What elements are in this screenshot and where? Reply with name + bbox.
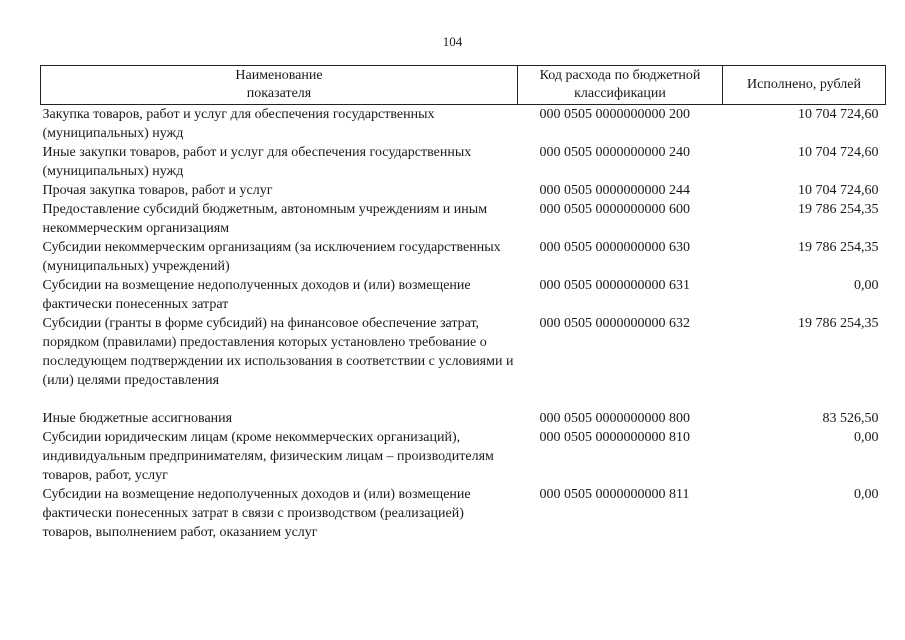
row-name: Субсидии (гранты в форме субсидий) на финансовое обеспечение затрат, порядком (правилами) предоставления которых установлено требование о последующем подтверждении их использования в соответствии с условиями и (или) целями предоставления — [42, 316, 514, 388]
header-name-line2: показателя — [246, 86, 312, 101]
row-name: Иные бюджетные ассигнования — [42, 411, 233, 426]
row-name: Иные закупки товаров, работ и услуг для обеспечения государственных (муниципальных) нужд — [42, 145, 472, 179]
row-amount: 19 786 254,35 — [798, 240, 879, 255]
header-name-line1: Наименование — [235, 68, 323, 83]
header-executed-label: Исполнено, рублей — [747, 77, 861, 92]
table-row — [41, 276, 886, 314]
row-code: 000 0505 0000000000 240 — [539, 145, 690, 160]
table-row — [41, 409, 886, 428]
table-row — [41, 428, 886, 485]
table-row — [41, 143, 886, 181]
row-amount: 19 786 254,35 — [798, 316, 879, 331]
row-amount: 0,00 — [854, 487, 879, 502]
row-amount: 83 526,50 — [822, 411, 879, 426]
row-amount: 10 704 724,60 — [798, 107, 879, 122]
table-row — [41, 105, 886, 144]
table-row — [41, 181, 886, 200]
row-code: 000 0505 0000000000 800 — [539, 411, 690, 426]
table-header-row — [41, 66, 886, 105]
row-amount: 0,00 — [854, 430, 879, 445]
header-name — [41, 66, 518, 105]
row-amount: 10 704 724,60 — [798, 145, 879, 160]
row-name: Закупка товаров, работ и услуг для обеспечения государственных (муниципальных) нужд — [42, 107, 435, 141]
row-amount: 10 704 724,60 — [798, 183, 879, 198]
table-row — [41, 238, 886, 276]
header-executed — [723, 66, 886, 105]
row-name: Субсидии некоммерческим организациям (за исключением государственных (муниципальных) учреждений) — [42, 240, 501, 274]
table-row — [41, 314, 886, 390]
row-code: 000 0505 0000000000 810 — [539, 430, 690, 445]
header-code-line2: классификации — [574, 86, 666, 101]
row-code: 000 0505 0000000000 600 — [539, 202, 690, 217]
row-code: 000 0505 0000000000 632 — [539, 316, 690, 331]
row-amount: 19 786 254,35 — [798, 202, 879, 217]
table-row — [41, 200, 886, 238]
row-name: Прочая закупка товаров, работ и услуг — [42, 183, 273, 198]
row-code: 000 0505 0000000000 630 — [539, 240, 690, 255]
row-code: 000 0505 0000000000 200 — [539, 107, 690, 122]
row-code: 000 0505 0000000000 811 — [539, 487, 690, 502]
row-code: 000 0505 0000000000 244 — [539, 183, 690, 198]
row-name: Субсидии на возмещение недополученных доходов и (или) возмещение фактически понесенных затрат в связи с производством (реализацией) товаров, выполнением работ, оказанием услуг — [42, 487, 471, 540]
header-code-line1: Код расхода по бюджетной — [539, 68, 701, 83]
table-row — [41, 485, 886, 542]
row-name: Субсидии юридическим лицам (кроме некоммерческих организаций), индивидуальным предпринимателям, физическим лицам – производителям товаров, работ, услуг — [42, 430, 494, 483]
header-code — [518, 66, 723, 105]
page-number: 104 — [442, 34, 463, 49]
budget-table — [40, 65, 886, 542]
row-name: Предоставление субсидий бюджетным, автономным учреждениям и иным некоммерческим организациям — [42, 202, 488, 236]
table-spacer-row — [41, 390, 886, 409]
row-code: 000 0505 0000000000 631 — [539, 278, 690, 293]
row-name: Субсидии на возмещение недополученных доходов и (или) возмещение фактически понесенных затрат — [42, 278, 471, 312]
row-amount: 0,00 — [854, 278, 879, 293]
